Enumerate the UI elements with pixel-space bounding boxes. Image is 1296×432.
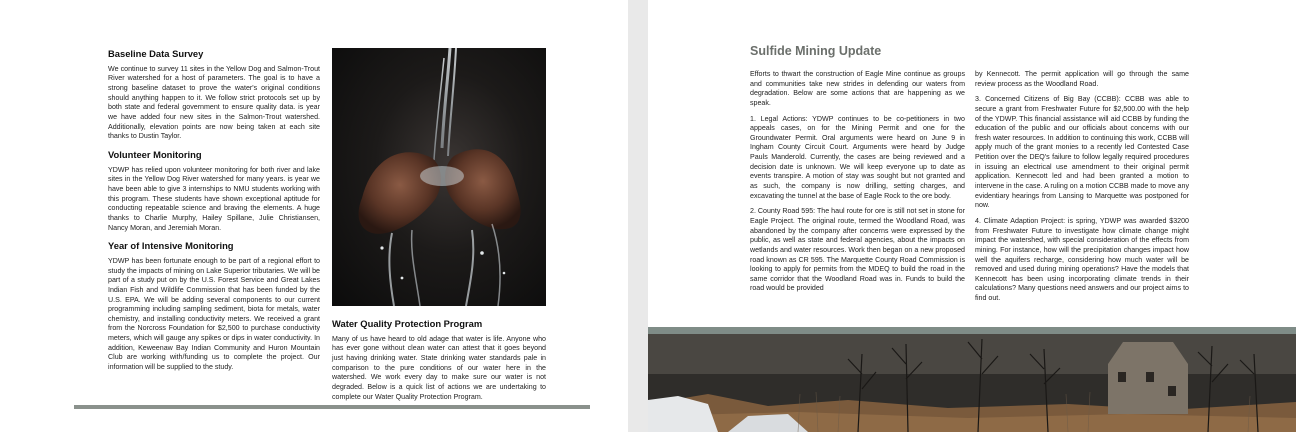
hands-water-illustration <box>332 48 546 306</box>
volunteer-heading: Volunteer Monitoring <box>108 148 202 160</box>
ccbb-paragraph: 3. Concerned Citizens of Big Bay (CCBB): CCBB was able to secure a grant from Freshwater Future for $2,500.00 with the help of the YDWP. This financial assistance will aid CCBB by funding the education of the public and our officials about concerns with our fresh water resources. In addition to continuing this work, CCBB will apply much of the grant monies to a recently led Contested Case Petition over the DEQ's failure to follow legally required procedures in issuing an electrical use amendment to their original permit application. Kennecott led and had been granted a motion to intervene in the case. A ruling on a motion CCBB made to move any evidentiary hearings from Lansing to Marquette was postponed for now. <box>975 95 1189 210</box>
winter-landscape-photo <box>648 334 1296 432</box>
legal-actions-paragraph: 1. Legal Actions: YDWP continues to be co-petitioners in two appeals cases, on for the Mining Permit and one for the Groundwater Permit. Oral arguments were heard on June 9 in Ingham County Circuit Court. Arguments were heard by Judge Pauls Manderold. Currently, the cases are being reviewed and a decision date is unknown. We will keep everyone up to date as events transpire. A motion of stay was sought but not granted and as such, the company is now drilling, setting charges, and excavating the tunnel at the base of Eagle Rock to the ore body. <box>750 114 965 200</box>
right-text-column-a <box>750 70 965 300</box>
intensive-body: YDWP has been fortunate enough to be part of a regional effort to study the impacts of mining on Lake Superior tributaries. We will be part of a study put on by the U.S. Forest Service and Great Lakes Indian Fish and Wildlife Commission that has been funded by the U.S. EPA. We will be adding several components to our current programming including sampling sediment, biota for metals, water chemistry, and installing conductivity meters. We received a grant from the Norcross Foundation for $2,500 to purchase conductivity meters, which will gauge any spikes or dips in water conductivity. In addition, Keweenaw Bay Indian Community and Huron Mountain Club are working with/funding us to complete the project. Our information will be supplied to the study. <box>108 256 320 371</box>
left-text-column <box>108 48 320 380</box>
intensive-section <box>108 240 320 372</box>
right-divider-band <box>648 327 1296 334</box>
protection-column <box>332 318 546 408</box>
county-road-paragraph: 2. County Road 595: The haul route for ore is still not set in stone for Eagle Project. The original route, termed the Woodland Road, was abandoned by the company after concerns were expressed by the public, as well as state and federal agencies, about the impacts on wetlands and water resources. Work then began on a new proposed road known as CR 595. The Marquette County Road Commission is looking to apply for permits from the MDEQ to build the road in the same corridor that the Woodland Road was in. Funds to build the road would be provided <box>750 207 965 293</box>
intensive-heading: Year of Intensive Monitoring <box>108 240 234 252</box>
climate-paragraph: 4. Climate Adaption Project: is spring, YDWP was awarded $3200 from Freshwater Future to investigate how climate change might impact the watershed, with special consideration of the effects from mining. For instance, how will the precipitation changes impact how well the aquifers recharge, considering how much water will be removed and used during mining operations? Have the models that Kennecott has been using incorporating climate trends in their calculations? Many questions need answers and our project aims to find out. <box>975 216 1189 303</box>
sulfide-mining-title: Sulfide Mining Update <box>750 44 882 58</box>
right-text-column-b <box>975 70 1189 310</box>
volunteer-body: YDWP has relied upon volunteer monitoring for both river and lake sites in the Yellow Dog River watershed for many years. is year we have been able to give 3 internships to NMU students working with this program. These students have shown exceptional aptitude for conducting repeatable science and braving the elements. A huge thanks to Charlie Murphy, Hailey Spillane, Julie Christiansen, Nancy Moran, and Jeremiah Moran. <box>108 165 320 232</box>
left-footer-rule <box>74 405 590 409</box>
baseline-body: We continue to survey 11 sites in the Yellow Dog and Salmon-Trout River watershed for a host of parameters. The goal is to have a strong baseline dataset to prove the water's original conditions should anything happen to it. We follow strict protocols set up by both state and federal government to ensure quality data. is year we have added four new sites in the Salmon-Trout watershed. Additionally, elevation points are now being taken at each site thanks to Dustin Taylor. <box>108 64 320 141</box>
county-road-continued: by Kennecott. The permit application will go through the same review process as the Woodland Road. <box>975 70 1189 88</box>
protection-body: Many of us have heard to old adage that water is life. Anyone who has ever gone without clean water can attest that it goes beyond just having drinking water. State drinking water standards pale in comparison to the pure conditions of our water here in the watershed. We work every day to make sure our water is not degraded. Below is a quick list of actions we are undertaking to complete our Water Quality Protection Program. <box>332 334 546 401</box>
baseline-section <box>108 48 320 142</box>
protection-heading: Water Quality Protection Program <box>332 318 483 329</box>
intro-paragraph: Efforts to thwart the construction of Eagle Mine continue as groups and communities take new strides in defending our waters from degradation. Below are some actions that are happening as we speak. <box>750 70 965 107</box>
baseline-heading: Baseline Data Survey <box>108 48 204 59</box>
hands-water-photo <box>332 48 546 306</box>
landscape-illustration <box>648 334 1296 432</box>
volunteer-section <box>108 149 320 233</box>
